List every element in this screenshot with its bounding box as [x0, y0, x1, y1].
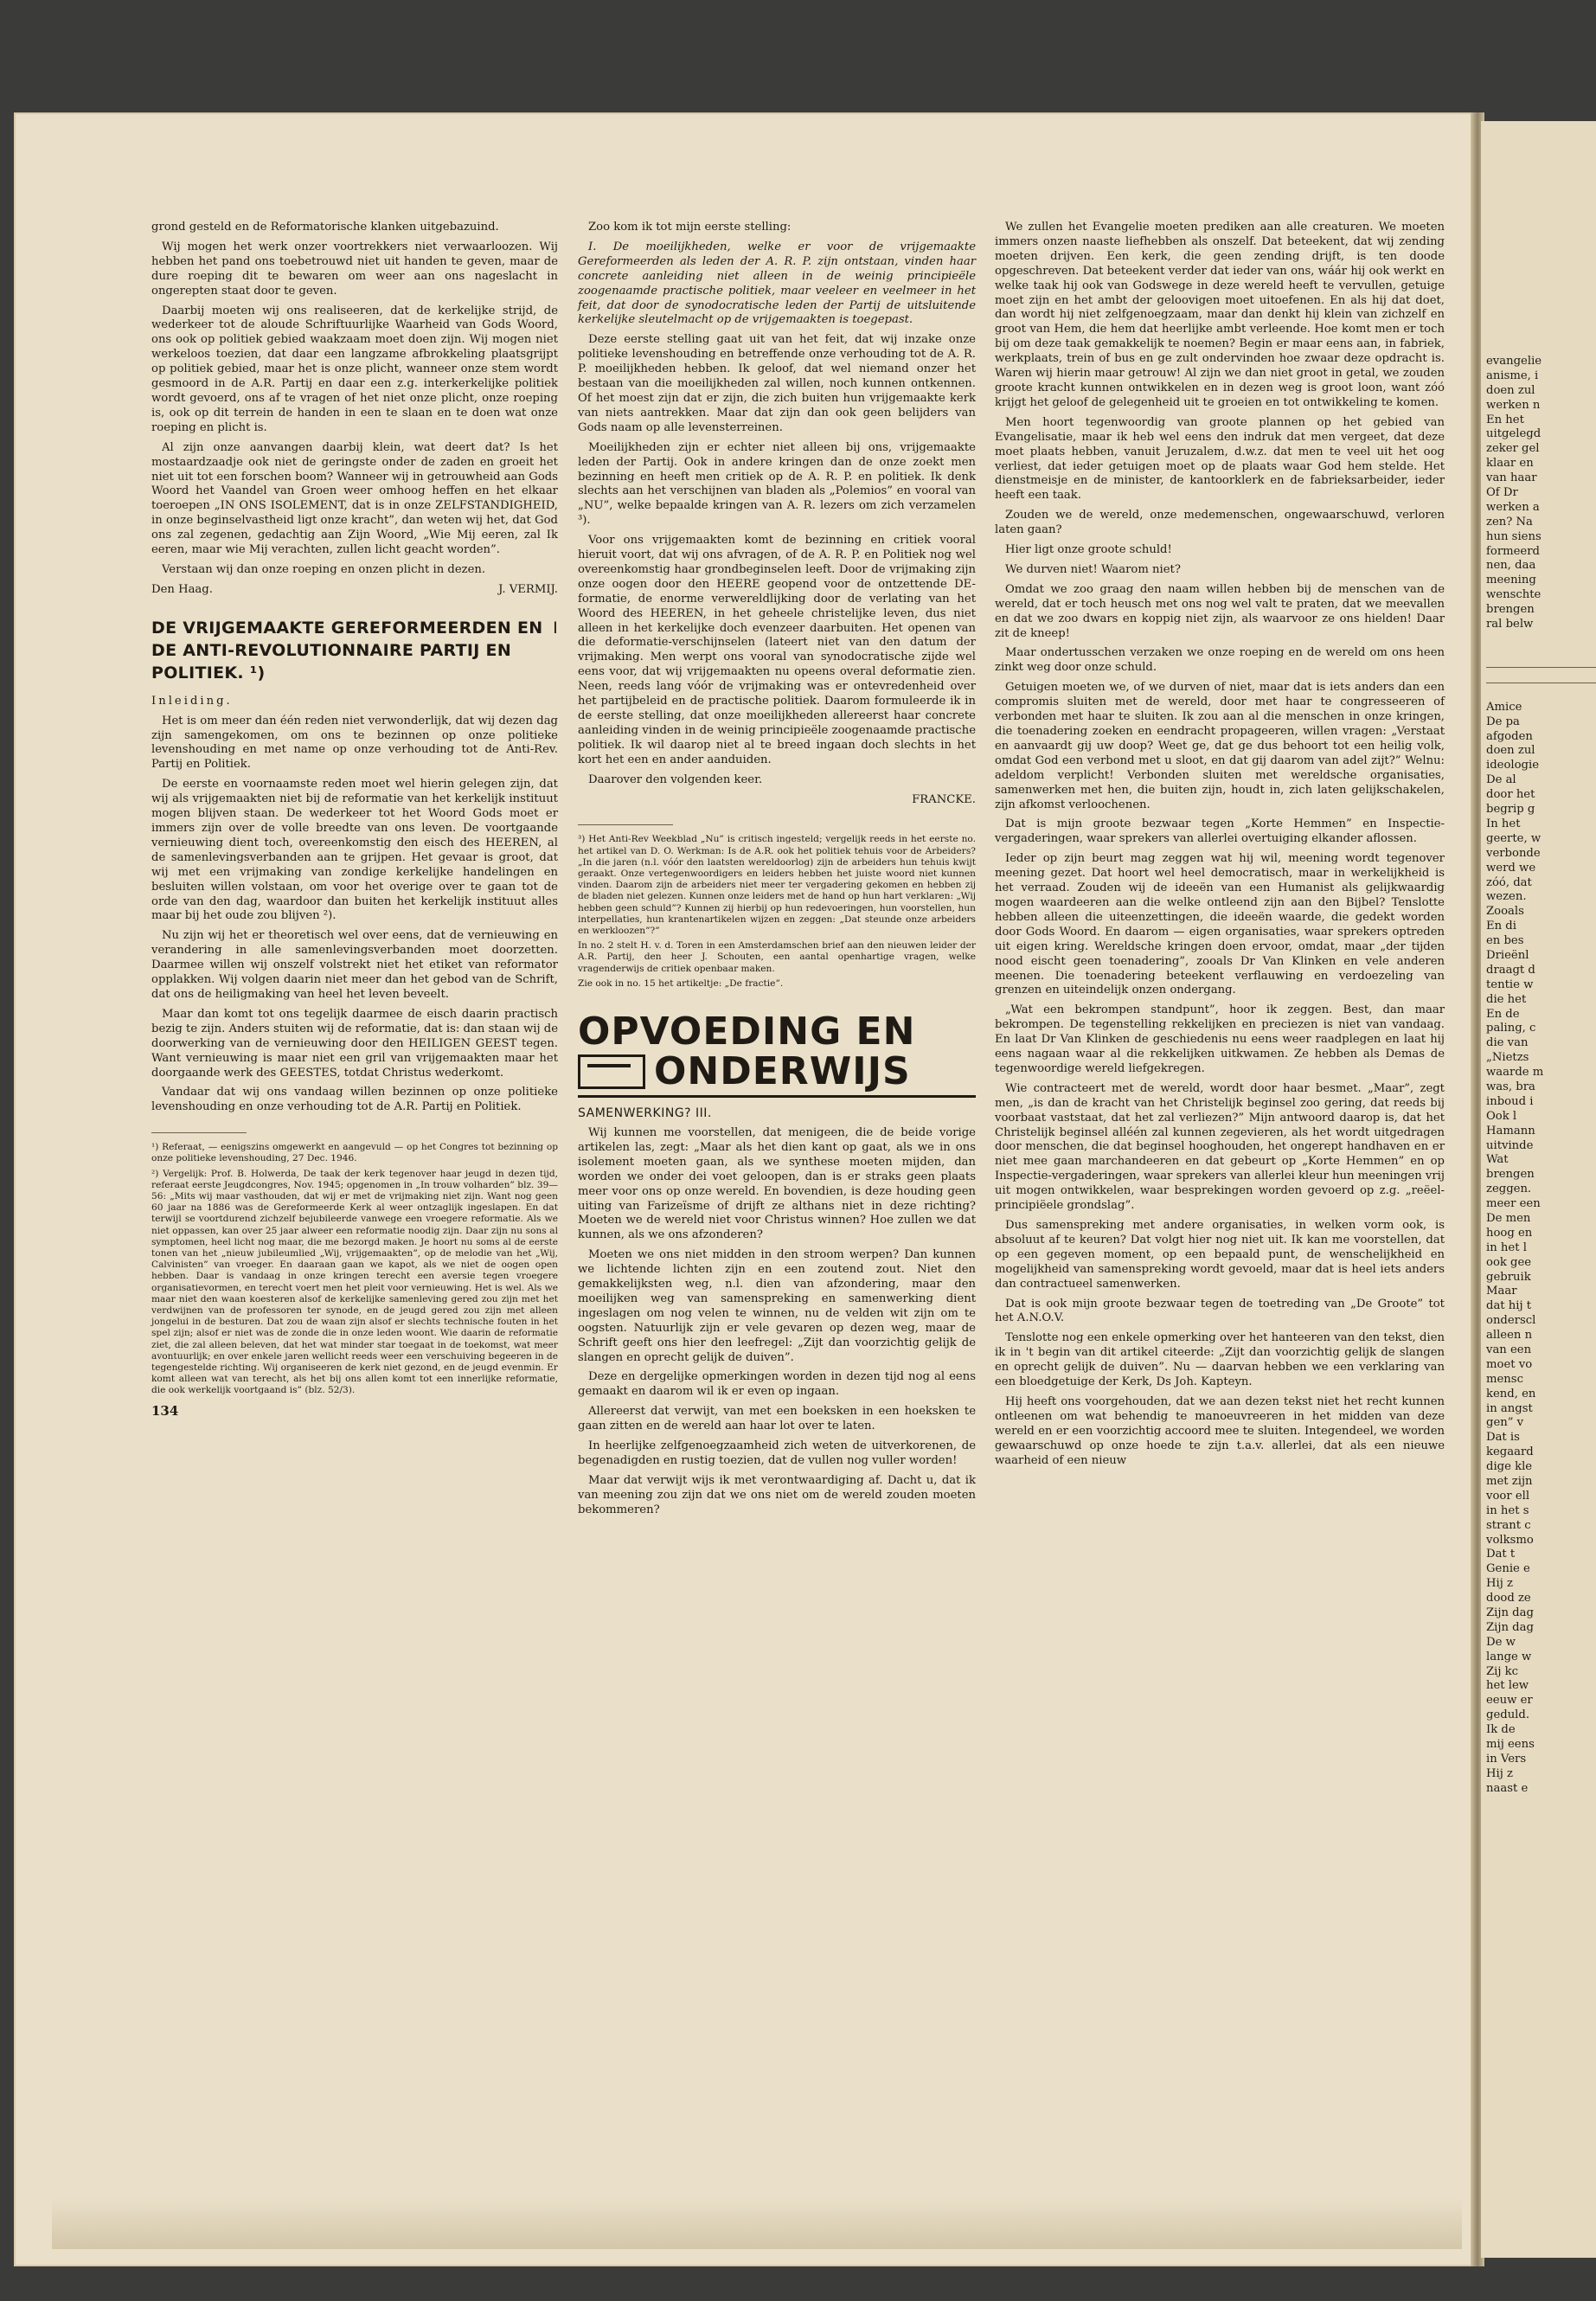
text-fragment: werken a	[1486, 500, 1540, 514]
adjacent-page-edge	[1481, 121, 1596, 2258]
thesis: I. De moeilijkheden, welke er voor de vrijgemaakte Gereformeerden als leden der A. R. P. zijn ontstaan, vinden haar concrete aanleiding niet alleen in de weinig principieële zoogenaamde practische politiek, maar veeleer en veelmeer in het feit, dat door de synodocratische leden der Partij de uitsluitende kerkelijke sleutelmacht op de vrijgemaakten is toegepast.	[578, 240, 976, 327]
text-fragment: zeker gel	[1486, 442, 1540, 456]
text-fragment: Ook l	[1486, 1109, 1517, 1123]
text-fragment: De w	[1486, 1635, 1516, 1649]
text-fragment: in Vers	[1486, 1752, 1527, 1766]
text-fragment: begrip g	[1486, 803, 1535, 817]
adjacent-page-text	[1481, 121, 1596, 1797]
text-fragment: door het	[1486, 788, 1535, 802]
column-left	[151, 221, 558, 1419]
paragraph: Wie contracteert met de wereld, wordt door haar besmet. „Maar”, zegt men, „is dan de kracht van het Christelijk beginsel zoo gering, dat reeds bij voorbaat vaststaat, dat het zal verliezen?” Mijn antwoord daarop is, dat het Christelijk beginsel alléén zal kunnen zegevieren, als het wordt uitgedragen door menschen, die dat beginsel hooghouden, het ongerept handhaven en er niet mee gaan marchandeeren en dat gebeurt op „Korte Hemmen” en op Inspectie-vergaderingen, waar sprekers van allerlei kleur hun meeningen vrij uit mogen ontwikkelen, waar besprekingen worden gevoerd op z.g. „reëel-principiëele grondslag”.	[995, 1081, 1445, 1213]
text-fragment: werd we	[1486, 861, 1536, 875]
signature-block	[151, 583, 558, 598]
text-fragment: in het l	[1486, 1240, 1527, 1254]
footnote-divider	[151, 1132, 247, 1133]
text-fragment: mensc	[1486, 1372, 1523, 1386]
text-fragment: lange w	[1486, 1650, 1532, 1663]
paragraph: Maar dat verwijt wijs ik met verontwaardiging af. Dacht u, dat ik van meening zou zijn dat we ons niet om de wereld zouden moeten bekommeren?	[578, 1473, 976, 1516]
text-fragment: Genie e	[1486, 1562, 1530, 1576]
text-fragment: volksmo	[1486, 1533, 1534, 1547]
text-fragment: dat hij t	[1486, 1299, 1532, 1313]
text-fragment: wenschte	[1486, 588, 1542, 602]
text-fragment: dige kle	[1486, 1460, 1533, 1474]
text-fragment: nen, daa	[1486, 559, 1536, 573]
paragraph: Maar ondertusschen verzaken we onze roeping en de wereld om ons heen zinkt weg door onze schuld.	[995, 646, 1445, 675]
text-fragment: strant c	[1486, 1518, 1531, 1532]
text-fragment: dood ze	[1486, 1592, 1531, 1606]
paragraph: Al zijn onze aanvangen daarbij klein, wat deert dat? Is het mostaardzaadje ook niet de geringste onder de zaden en groeit het niet uit tot een forschen boom? Wanneer wij in getrouwheid aan Gods Woord het Vaandel van Groen weer omhoog heffen en het elkaar toeroepen „IN ONS ISOLEMENT, dat is in onze ZELFSTANDIGHEID, in onze beginselvastheid ligt onze kracht”, dan weten wij het, dat God ons zal zegenen, gedachtig aan Zijn Woord, „Wie Mij eeren, zal Ik eeren, maar wie Mij verachten, zullen licht geacht worden”.	[151, 440, 558, 557]
paragraph: Daarbij moeten wij ons realiseeren, dat de kerkelijke strijd, de wederkeer tot de aloude Schriftuurlijke Waarheid van Gods Woord, ons ook op politiek gebied waakzaam moet doen zijn. Wij mogen niet werkeloos toezien, dat daar een langzame afbrokkeling plaatsgrijpt op politiek gebied, maar het is onze plicht, wanneer onze stem wordt gesmoord in de A.R. Partij en daar een z.g. interkerkelijke politiek wordt gevoerd, ons af te vragen of het niet onze plicht, onze roeping is, ook op dit terrein de handen in een te slaan en te doen wat onze roeping en plicht is.	[151, 304, 558, 434]
text-fragment: Hij z	[1486, 1577, 1513, 1591]
text-fragment: in het s	[1486, 1503, 1529, 1517]
text-fragment: Zijn dag	[1486, 1606, 1534, 1620]
paragraph: We zullen het Evangelie moeten prediken aan alle creaturen. We moeten immers onzen naaste liefhebben als onszelf. Dat beteekent, dat wij zending moeten drijven. Een kerk, die geen zending drijft, is ten doode opgeschreven. Dat beteekent verder dat ieder van ons, wáár hij ook werkt en welke taak hij ook van Godswege in deze wereld heeft te vervullen, getuige moet zijn en het ambt der geloovigen moet uitoefenen. En als hij dat doet, dan wordt hij niet zelfgenoegzaam, maar dan denkt hij klein van zichzelf en groot van Hem, die hem dat heerlijke ambt verleende. Hoe komt men er toch bij om deze taak gemakkelijk te noemen? Begin er maar eens aan, in fabriek, werkplaats, trein of bus en ge zult ondervinden hoe zwaar deze opdracht is. Waren wij hierin maar getrouw! Al zijn we dan niet groot in getal, we zouden groote kracht kunnen ontwikkelen en in dezen weg is groot loon, want zóó krijgt het geloof de gelegenheid uit te groeien en tot ontwikkeling te komen.	[995, 221, 1445, 409]
text-fragment: in angst	[1486, 1401, 1533, 1415]
paragraph: Ieder op zijn beurt mag zeggen wat hij wil, meening wordt tegenover meening gezet. Dat hoort wel heel democratisch, maar in werkelijkheid is het verraad. Zouden wij de ideeën van een Humanist als gelijkwaardig mogen waardeeren aan die welke ontleend zijn aan den Bijbel? Tenslotte hebben alleen die uiteenzettingen, die ideeën waarde, die gedekt worden door Gods Woord. En daarom — eigen organisaties, waar sprekers optreden uit eigen kring. Wereldsche kringen doen ervoor, omdat, maar „der tijden nood eischt geen toenadering”, zooals Dr Van Klinken en vele anderen meenen. Die toenadering beteekent verflauwing en verdoezeling van grenzen en uiteindelijk onzen ondergang.	[995, 852, 1445, 997]
paragraph: Getuigen moeten we, of we durven of niet, maar dat is iets anders dan een compromis sluiten met de wereld, door met haar te congresseeren of verbonden met haar te sluiten. Ik zou aan al die menschen in onze kringen, die toenadering zoeken en eendracht propageeren, willen vragen: „Verstaat en aanvaardt gij uw doop? Weet ge, dat ge dus behoort tot een heilig volk, omdat God een verbond met u sloot, en dat gij daarom van adel zijt?” Welnu: adeldom verplicht! Verbonden sluiten met wereldsche organisaties, samenwerken met hen, die buiten zijn, houdt in, zich laten gelijkschakelen, zijn afkomst verloochenen.	[995, 681, 1445, 811]
text-fragment: werken n	[1486, 398, 1541, 412]
paragraph: Vandaar dat wij ons vandaag willen bezinnen op onze politieke levenshouding en onze verhouding tot de A.R. Partij en Politiek.	[151, 1086, 558, 1114]
paragraph: Voor ons vrijgemaakten komt de bezinning en critiek vooral hieruit voort, dat wij ons afvragen, of de A. R. P. en Politiek nog wel overeenkomstig haar grondbeginselen leeft. Door de vrijmaking zijn onze oogen door den HEERE geopend voor de ontzettende DE-formatie, de enorme verwereldlijking door de verlating van het Woord des HEEREN, in het geheele christelijke leven, dus niet alleen in het kerkelijke doch evenzeer daarbuiten. Het openen van die deformatie-verschijnselen (lateert niet van den datum der vrijmaking. Men werpt ons vooral van synodocratische zijde wel eens voor, dat wij vrijgemaakten nu opeens overal deformatie zien. Neen, reeds lang vóór de vrijmaking was er ontevredenheid over het partijbeleid en de practische politiek. Daarom formuleerde ik in de eerste stelling, dat onze moeilijkheden allereerst haar concrete aanleiding vinden in de weinig principieële zoogenaamde practische politiek. Ik wil daarop niet al te breed ingaan doch slechts in het kort het een en ander aanduiden.	[578, 534, 976, 766]
paragraph: „Wat een bekrompen standpunt”, hoor ik zeggen. Best, dan maar bekrompen. De tegenstelling rekkelijken en preciezen is niet van vandaag. En laat Dr Van Klinken de geschiedenis nu eens weer raadplegen en laat hij eens nagaan waar al die rekkelijken uitkwamen. Ze hebben als Demas de tegenwoordige wereld liefgekregen.	[995, 1003, 1445, 1075]
adjacent-heading: Amice	[1486, 700, 1522, 714]
text-fragment: die het	[1486, 992, 1527, 1006]
text-fragment: doen zul	[1486, 744, 1535, 758]
signature-name: FRANCKE.	[912, 792, 976, 806]
paragraph: In heerlijke zelfgenoegzaamheid zich weten de uitverkorenen, de begenadigden en rustig toezien, dat de vullen nog vuller worden!	[578, 1439, 976, 1468]
column-right	[995, 221, 1445, 1474]
paragraph: Wij kunnen me voorstellen, dat menigeen, die de beide vorige artikelen las, zegt: „Maar als het dien kant op gaat, als we in ons isolement moeten gaan, als we synthese moeten mijden, dan worden we onder dei voet geloopen, dan is er straks geen plaats meer voor ons op onze wereld. En bovendien, is deze houding geen uiting van Farizeïsme of drijft ze althans niet in deze richting? Moeten we de wereld niet voor Christus winnen? Hoe zullen we dat kunnen, als we ons afzonderen?	[578, 1125, 976, 1242]
text-fragment: hun siens	[1486, 529, 1542, 543]
paragraph: Deze eerste stelling gaat uit van het feit, dat wij inzake onze politieke levenshouding en betreffende onze verhouding tot de A. R. P. moeilijkheden hebben. Ik geloof, dat wel niemand onzer het bestaan van die moeilijkheden zal willen, noch kunnen ontkennen. Of het moest zijn dat er zijn, die zich buiten hun vrijgemaakte kerk van niets aantrekken. Maar dat zijn dan ook geen belijders van Gods naam op alle levensterreinen.	[578, 333, 976, 434]
footnote: In no. 2 stelt H. v. d. Toren in een Amsterdamschen brief aan den nieuwen leider der A.R. Partij, den heer J. Schouten, een aantal openhartige vragen, welke vragenderwijs de critiek openbaar maken.	[578, 940, 976, 974]
text-fragment: Of Dr	[1486, 486, 1518, 500]
text-fragment: In het	[1486, 817, 1521, 830]
paragraph: Zouden we de wereld, onze medemenschen, ongewaarschuwd, verloren laten gaan?	[995, 509, 1445, 537]
text-fragment: meening	[1486, 574, 1536, 587]
text-fragment: De men	[1486, 1211, 1531, 1225]
text-fragment: met zijn	[1486, 1475, 1533, 1489]
text-fragment: die van	[1486, 1036, 1529, 1050]
paragraph: Dus samenspreking met andere organisaties, in welken vorm ook, is absoluut af te keuren? Dat volgt hier nog niet uit. Ik kan me voorstellen, dat op een gegeven moment, op een bepaald punt, de wenschelijkheid en mogelijkheid van samenspreking wordt gevoeld, maar dat is heel iets anders dan contractueel samenwerken.	[995, 1219, 1445, 1291]
footnote: ¹) Referaat, — eenigszins omgewerkt en aangevuld — op het Congres tot bezinning op onze politieke levenshouding, 27 Dec. 1946.	[151, 1142, 558, 1164]
text-fragment: Dat is	[1486, 1431, 1520, 1445]
text-fragment: Zij kc	[1486, 1664, 1519, 1678]
paragraph: Wij mogen het werk onzer voortrekkers niet verwaarloozen. Wij hebben het pand ons toebetrouwd niet uit handen te geven, maar de dure roeping dit te bewaren om weer aan ons nageslacht in ongerepten staat door te geven.	[151, 240, 558, 298]
banner-line-2: ONDERWIJS	[654, 1049, 911, 1094]
text-fragment: ook gee	[1486, 1255, 1532, 1269]
text-fragment: onderscl	[1486, 1314, 1536, 1328]
text-fragment: ideologie	[1486, 759, 1540, 772]
text-fragment: alleen n	[1486, 1329, 1533, 1343]
paragraph: De eerste en voornaamste reden moet wel hierin gelegen zijn, dat wij als vrijgemaakten niet bij de reformatie van het kerkelijk instituut mogen blijven staan. De wederkeer tot het Woord Gods moet er immers zijn over de volle breedte van ons leven. De voortgaande vernieuwing dient toch, overeenkomstig den eisch des HEEREN, al de samenlevingsverbanden aan te grijpen. Het gevaar is groot, dat wij met een vrijmaking van zondige kerkelijke handelingen en besluiten willen volstaan, om voor het overige over te gaan tot de orde van den dag, waardoor dan buiten het kerkelijk instituut alles maar bij het oude zou blijven ²).	[151, 778, 558, 923]
paragraph: Men hoort tegenwoordig van groote plannen op het gebied van Evangelisatie, maar ik heb wel eens den indruk dat men vergeet, dat deze moet plaats hebben, vanuit Jeruzalem, d.w.z. dat men te veel uit het oog verliest, dat ieder getuigen moet op de plaats waar God hem stelde. Het dienstmeisje en de minister, de kantoorklerk en de fabrieksarbeider, ieder heeft een taak.	[995, 415, 1445, 503]
paragraph: Deze en dergelijke opmerkingen worden in dezen tijd nog al eens gemaakt en daarom wil ik er even op ingaan.	[578, 1370, 976, 1399]
text-fragment: kend, en	[1486, 1387, 1536, 1400]
paragraph: Hier ligt onze groote schuld!	[1005, 543, 1172, 557]
text-fragment: tentie w	[1486, 977, 1534, 991]
paragraph: Maar dan komt tot ons tegelijk daarmee de eisch daarin practisch bezig te zijn. Anders stuiten wij de reformatie, dat is: dan staan wij de doorwerking van de vernieuwing door den HEILIGEN GEEST tegen. Want vernieuwing is maar niet een gril van vrijgemaakten maar het doorgaande werk des GEESTES, totdat Christus wederkomt.	[151, 1007, 559, 1080]
text-fragment: Zijn dag	[1486, 1620, 1534, 1634]
article-title: SAMENWERKING? III.	[578, 1106, 712, 1121]
text-fragment: mij eens	[1486, 1738, 1535, 1752]
section-banner	[578, 1009, 976, 1098]
text-fragment: En di	[1486, 920, 1516, 933]
paragraph: Allereerst dat verwijt, van met een boeksken in een hoeksken te gaan zitten en de wereld aan haar lot over te laten.	[578, 1405, 976, 1433]
text-fragment: geduld.	[1486, 1708, 1530, 1722]
text-fragment: Wat	[1486, 1153, 1509, 1167]
paragraph: Hij heeft ons voorgehouden, dat we aan dezen tekst niet het recht kunnen ontleenen om wat behendig te manoeuvreeren in het midden van deze wereld en er een voorzichtig accoord mee te sluiten. Integendeel, we worden gewaarschuwd op onze hoede te zijn t.a.v. allerlei, dat als een nieuwe waarheid of een nieuw	[995, 1394, 1445, 1467]
paragraph: Nu zijn wij het er theoretisch wel over eens, dat de vernieuwing en verandering in alle samenlevingsverbanden moet doorzetten. Daarmee willen wij onszelf volstrekt niet het etiket van reformator opplakken. Wij volgen daarin niet meer dan het gebod van de Schrift, dat ons de heiligmaking van heel het leven beveelt.	[151, 929, 558, 1001]
paragraph: Dat is mijn groote bezwaar tegen „Korte Hemmen” en Inspectie-vergaderingen, waar sprekers van allerlei overtuiging elkander aflossen.	[995, 817, 1445, 846]
text-fragment: voor ell	[1486, 1489, 1530, 1503]
text-fragment: gebruik	[1486, 1270, 1531, 1284]
text-fragment: evangelie	[1486, 355, 1542, 368]
paragraph: grond gesteld en de Reformatorische klanken uitgebazuind.	[151, 221, 499, 234]
text-fragment: Hij z	[1486, 1766, 1513, 1780]
text-fragment: Dat t	[1486, 1548, 1516, 1561]
text-fragment: „Nietzs	[1486, 1051, 1529, 1065]
paragraph: Dat is ook mijn groote bezwaar tegen de toetreding van „De Groote” tot het A.N.O.V.	[995, 1297, 1445, 1325]
text-fragment: De pa	[1486, 715, 1520, 728]
paragraph: Moeten we ons niet midden in den stroom werpen? Dan kunnen we lichtende lichten zijn en een zoutend zout. Niet den gemakkelijksten weg, n.l. dien van afzondering, maar den moeilijken weg van samenspreking en samenwerking dient ingeslagen om nog velen te winnen, nu de velden wit zijn om te oogsten. Natuurlijk zijn er vele gevaren op dezen weg, maar de Schrift geeft ons hier den leefregel: „Zijt dan voorzichtig gelijk de slangen en oprecht gelijk de duiven”.	[578, 1248, 976, 1364]
text-fragment: verbonde	[1486, 846, 1541, 860]
text-fragment: brengen	[1486, 603, 1535, 617]
text-fragment: Zooals	[1486, 905, 1524, 919]
text-fragment: En het	[1486, 413, 1524, 426]
paragraph: Verstaan wij dan onze roeping en onzen plicht in dezen.	[162, 562, 486, 576]
box-rule	[1486, 667, 1596, 683]
text-fragment: formeerd	[1486, 544, 1540, 558]
subheading: Inleiding.	[151, 694, 233, 708]
paragraph: We durven niet! Waarom niet?	[1005, 562, 1181, 576]
text-fragment: kegaard	[1486, 1445, 1534, 1459]
banner-line-1: OPVOEDING EN	[578, 1009, 916, 1054]
page-number: 134	[151, 1402, 179, 1419]
text-fragment: moet vo	[1486, 1357, 1533, 1371]
text-fragment: anisme, i	[1486, 369, 1539, 382]
text-fragment: het lew	[1486, 1679, 1529, 1693]
signature-place: Den Haag.	[151, 582, 213, 596]
text-fragment: Hamann	[1486, 1124, 1535, 1138]
footnote: ³) Het Anti-Rev Weekblad „Nu” is critisch ingesteld; vergelijk reeds in het eerste no. het artikel van D. O. Werkman: Is de A.R. ook het politiek tehuis voor de Arbeiders? „In die jaren (n.l. vóór den laatsten wereldoorlog) zijn de arbeiders hun tehuis kwijt geraakt. Onze vertegenwoordigers en leiders hebben het juiste woord niet kunnen vinden. Daarom zijn de arbeiders niet meer ter vergadering gekomen en hebben zij de bladen niet gelezen. Kunnen onze leiders met de hand op hun hart verklaren: „Wij hebben geen schuld”? Kunnen zij hierbij op hun redevoeringen, hun voorstellen, hun interpellaties, hun krantenartikelen wijzen en zeggen: „Dat steunde onze arbeiders en werkloozen”?”	[578, 834, 976, 937]
signature-block	[578, 793, 976, 808]
heading-text: DE VRIJGEMAAKTE GEREFORMEERDEN EN DE ANTI-REVOLUTIONNAIRE PARTIJ EN POLITIEK. ¹)	[151, 618, 543, 683]
text-fragment: en bes	[1486, 934, 1524, 948]
heading-part-number: I	[553, 618, 558, 638]
text-fragment: paling, c	[1486, 1022, 1536, 1035]
text-fragment: zen? Na	[1486, 515, 1533, 529]
footnote: ²) Vergelijk: Prof. B. Holwerda, De taak der kerk tegenover haar jeugd in dezen tijd, referaat eerste Jeugdcongres, Nov. 1945; opgenomen in „In trouw volharden” blz. 39—56: „Mits wij maar vasthouden, dat wij er met de vrijmaking niet zijn. Want nog geen 60 jaar na 1886 was de Gereformeerde Kerk al weer ontzaglijk ingeslapen. En dat terwijl se voortdurend zichzelf bejubileerde vanwege een vroegere reformatie. Als we niet oppassen, kan over 25 jaar alweer een reformatie noodig zijn. Daar zijn nu sons al symptomen, heel licht nog maar, die me bezorgd maken. Je hoort nu soms al de eerste tonen van het „nieuw jubileumlied „Wij, vrijgemaakten”, op de melodie van het „Wij, Calvinisten” van vroeger. En daaraan gaan we kapot, als we niet de oogen open hebben. Daar is vandaag in onze kringen terecht een aversie tegen vroegere organisatievormen, en terecht voert men het pleit voor vernieuwing. Het is wel. Als we maar niet den waan koesteren alsof de kerkelijke samenleving gered zou zijn met het verdwijnen van de professoren ter synode, en de jeugd gered zou zijn met alleen jongelui in de besturen. Dat zou de waan zijn alsof er slechts technische fouten in het spel zijn; alsof er niet was de zonde die in onze leden woont. Wie daarin de reformatie ziet, die zal alleen beleven, dat het wat minder star toegaat in de toekomst, wat meer avontuurlijk; en over enkele jaren wellicht reeds weer een verschuiving begeeren in de tegengestelde richting. Wij organiseeren de kerk niet gezond, en de jeugd evenmin. Er komt alleen wat van terecht, als het bij ons allen komt tot een innerlijke reformatie, die ook werkelijk voortgaand is” (blz. 52/3).	[151, 1168, 558, 1396]
text-fragment: inboud i	[1486, 1094, 1534, 1108]
paragraph: Daarover den volgenden keer.	[588, 772, 763, 786]
text-fragment: eeuw er	[1486, 1694, 1533, 1708]
text-fragment: naast e	[1486, 1781, 1529, 1795]
text-fragment: doen zul	[1486, 383, 1535, 397]
text-fragment: ral belw	[1486, 618, 1534, 631]
text-fragment: van een	[1486, 1343, 1532, 1356]
paragraph: Het is om meer dan één reden niet verwonderlijk, dat wij dezen dag zijn samengekomen, om ons te bezinnen op onze politieke levenshouding en met name op onze verhouding tot de Anti-Rev. Partij en Politiek.	[151, 714, 558, 772]
text-fragment: zóó, dat	[1486, 875, 1532, 889]
text-fragment: uitgelegd	[1486, 427, 1542, 441]
text-fragment: uitvinde	[1486, 1138, 1534, 1152]
text-fragment: klaar en	[1486, 457, 1534, 471]
text-fragment: Ik de	[1486, 1723, 1516, 1737]
paragraph: Moeilijkheden zijn er echter niet alleen bij ons, vrijgemaakte leden der Partij. Ook in andere kringen dan de onze zoekt men bezinning en heeft men critiek op de A. R. P. en politiek. Ik denk slechts aan het verschijnen van bladen als „Polemios” en vooral van „NU”, welke bepaalde kringen van A. R. lezers om zich verzamelen ³).	[578, 440, 976, 528]
text-fragment: van haar	[1486, 471, 1537, 485]
text-fragment: was, bra	[1486, 1080, 1535, 1093]
text-fragment: zeggen.	[1486, 1183, 1532, 1196]
text-fragment: wezen.	[1486, 890, 1527, 904]
text-fragment: afgoden	[1486, 729, 1533, 743]
column-middle	[578, 221, 976, 1523]
text-fragment: Maar	[1486, 1285, 1517, 1298]
signature-name: J. VERMIJ.	[498, 582, 558, 596]
footnote: Zie ook in no. 15 het artikeltje: „De fractie”.	[578, 977, 784, 989]
footnote-divider	[578, 824, 673, 825]
paper-stain	[52, 2197, 1462, 2249]
paragraph: Omdat we zoo graag den naam willen hebben bij de menschen van de wereld, dat er toch heusch met ons nog wel valt te praten, dat we meevallen en dat we zoo dwars en koppig niet zijn, als waarvoor ze ons hielden! Daar zit de kneep!	[995, 582, 1445, 640]
text-fragment: meer een	[1486, 1197, 1541, 1211]
paragraph: Tenslotte nog een enkele opmerking over het hanteeren van den tekst, dien ik in 't begin van dit artikel citeerde: „Zijt dan voorzichtig gelijk de slangen en oprecht gelijk de duiven”. Nu — daarvan hebben we een verklaring van een bloedgetuige der Kerk, Ds Joh. Kapteyn.	[995, 1331, 1445, 1389]
text-fragment: geerte, w	[1486, 831, 1542, 845]
text-fragment: gen” v	[1486, 1416, 1524, 1430]
paragraph: Zoo kom ik tot mijn eerste stelling:	[588, 221, 792, 234]
text-fragment: En de	[1486, 1007, 1520, 1021]
text-fragment: brengen	[1486, 1168, 1535, 1182]
text-fragment: Drieënl	[1486, 948, 1529, 962]
text-fragment: waarde m	[1486, 1066, 1544, 1080]
school-icon	[578, 1054, 645, 1089]
article-heading	[151, 617, 558, 684]
text-fragment: De al	[1486, 773, 1516, 787]
text-fragment: draagt d	[1486, 963, 1535, 977]
text-fragment: hoog en	[1486, 1226, 1533, 1240]
